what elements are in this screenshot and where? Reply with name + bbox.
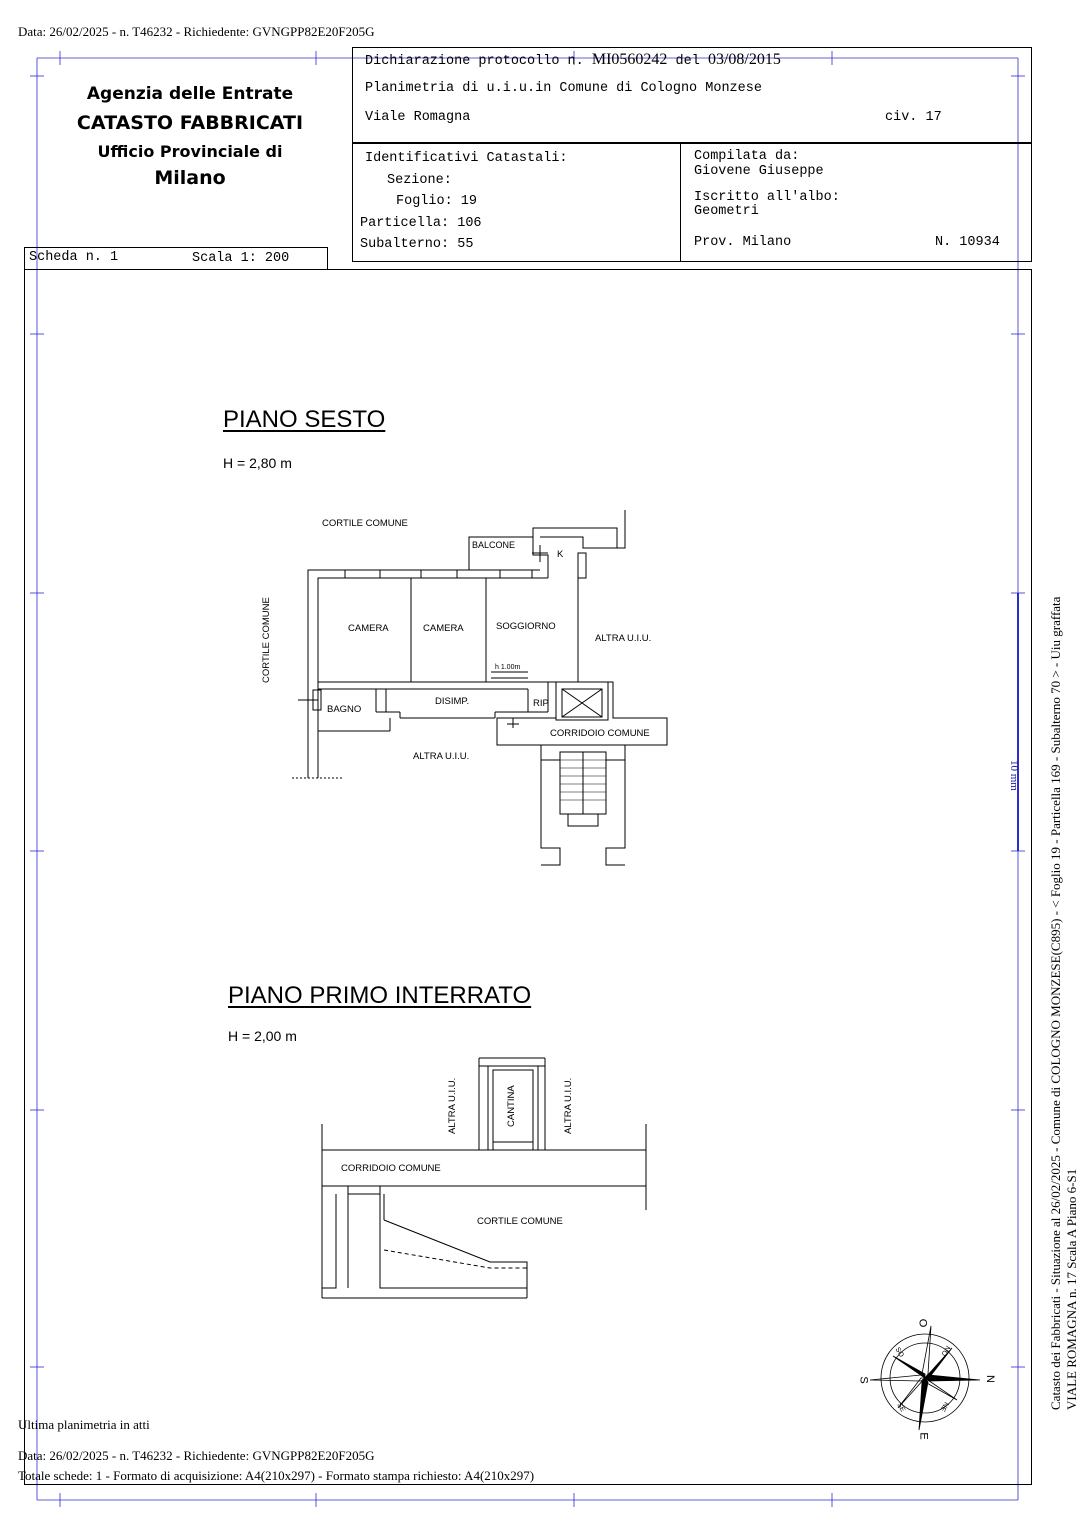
- albo-label: Iscritto all'albo:: [694, 190, 840, 205]
- plan1-camera-1: CAMERA: [348, 623, 389, 634]
- plan1-k: K: [557, 549, 564, 560]
- footer-data: Data: 26/02/2025 - n. T46232 - Richiedente: GVNGPP82E20F205G: [18, 1448, 375, 1463]
- compass-no: NO: [939, 1344, 951, 1357]
- plan1-bagno: BAGNO: [327, 704, 362, 715]
- plan2-cantina: CANTINA: [506, 1085, 517, 1127]
- plan1-altra-right: ALTRA U.I.U.: [595, 633, 652, 644]
- scheda-scale: Scala 1: 200: [192, 251, 290, 266]
- declaration-date: 03/08/2015: [707, 51, 781, 68]
- plan2-title: PIANO PRIMO INTERRATO: [228, 982, 532, 1009]
- declaration-label: Dichiarazione protocollo n.: [365, 54, 584, 69]
- identifiers-particella: Particella: 106: [360, 216, 482, 231]
- plan1-title: PIANO SESTO: [223, 406, 386, 433]
- plan1-h100: h 1.00m: [495, 664, 521, 671]
- footer-totale: Totale schede: 1 - Formato di acquisizione: A4(210x297) - Formato stampa richiesto: A4(210x297): [18, 1468, 535, 1483]
- plan1-height: H = 2,80 m: [223, 455, 292, 471]
- scale-stamp: 10 mm: [1008, 760, 1020, 791]
- plan1-camera-2: CAMERA: [423, 623, 464, 634]
- plan2-altra-right: ALTRA U.I.U.: [563, 1077, 574, 1134]
- plan1-cortile-left: CORTILE COMUNE: [261, 597, 272, 683]
- plan1-soggiorno: SOGGIORNO: [496, 621, 556, 632]
- plan1-balcone: BALCONE: [472, 540, 516, 550]
- prov-label: Prov. Milano: [694, 235, 792, 250]
- plan1-disimp: DISIMP.: [435, 696, 470, 707]
- compass-se: SE: [895, 1401, 907, 1414]
- agency-catasto: CATASTO FABBRICATI: [76, 112, 304, 134]
- plan1-cortile-top: CORTILE COMUNE: [322, 518, 408, 529]
- agency-city: Milano: [154, 167, 226, 189]
- compiled-label: Compilata da:: [694, 149, 800, 164]
- declaration-number: MI0560242: [591, 51, 668, 68]
- footer-ultima: Ultima planimetria in atti: [18, 1417, 150, 1432]
- albo-number: N. 10934: [935, 235, 1000, 250]
- top-line: Data: 26/02/2025 - n. T46232 - Richiedente: GVNGPP82E20F205G: [18, 24, 375, 39]
- agency-name: Agenzia delle Entrate: [86, 84, 294, 104]
- compass-n: N: [983, 1375, 996, 1383]
- civ-line: civ. 17: [885, 110, 942, 125]
- compass-e: E: [917, 1432, 930, 1440]
- identifiers-title: Identificativi Catastali:: [365, 151, 568, 166]
- plan2-height: H = 2,00 m: [228, 1028, 297, 1044]
- compass-rose: [855, 1320, 1005, 1445]
- compass-so: SO: [893, 1346, 905, 1359]
- side-text: [1048, 597, 1080, 1410]
- planimetry-line: Planimetria di u.i.u.in Comune di Cologno Monzese: [365, 81, 762, 96]
- street-line: Viale Romagna: [365, 110, 471, 125]
- scheda-number: Scheda n. 1: [29, 250, 119, 265]
- plan1-altra-bottom: ALTRA U.I.U.: [413, 751, 470, 762]
- identifiers-subalterno: Subalterno: 55: [360, 237, 474, 252]
- albo-value: Geometri: [694, 204, 759, 219]
- plan2-altra-left: ALTRA U.I.U.: [447, 1077, 458, 1134]
- agency-office: Ufficio Provinciale di: [97, 142, 283, 161]
- compiled-name: Giovene Giuseppe: [694, 164, 824, 179]
- identifiers-sezione: Sezione:: [387, 173, 452, 188]
- plan1-rip: RIP: [533, 698, 549, 709]
- side-text-line-2: VIALE ROMAGNA n. 17 Scala A Piano 6-S1: [1064, 1168, 1079, 1410]
- identifiers-foglio: Foglio: 19: [396, 194, 478, 209]
- compass-s: S: [857, 1376, 870, 1384]
- plan2-corridoio: CORRIDOIO COMUNE: [341, 1163, 441, 1174]
- plan2-cortile: CORTILE COMUNE: [477, 1216, 563, 1227]
- compass-o: O: [916, 1318, 929, 1328]
- side-text-line-1: Catasto dei Fabbricati - Situazione al 26/02/2025 - Comune di COLOGNO MONZESE(C895) - < Foglio 19 - Particella 169 - Subalterno 70 > - Uiu graffata: [1048, 596, 1063, 1410]
- plan1-corridoio: CORRIDOIO COMUNE: [550, 728, 650, 739]
- compass-ne: NE: [938, 1400, 950, 1413]
- declaration-del: del: [675, 54, 700, 69]
